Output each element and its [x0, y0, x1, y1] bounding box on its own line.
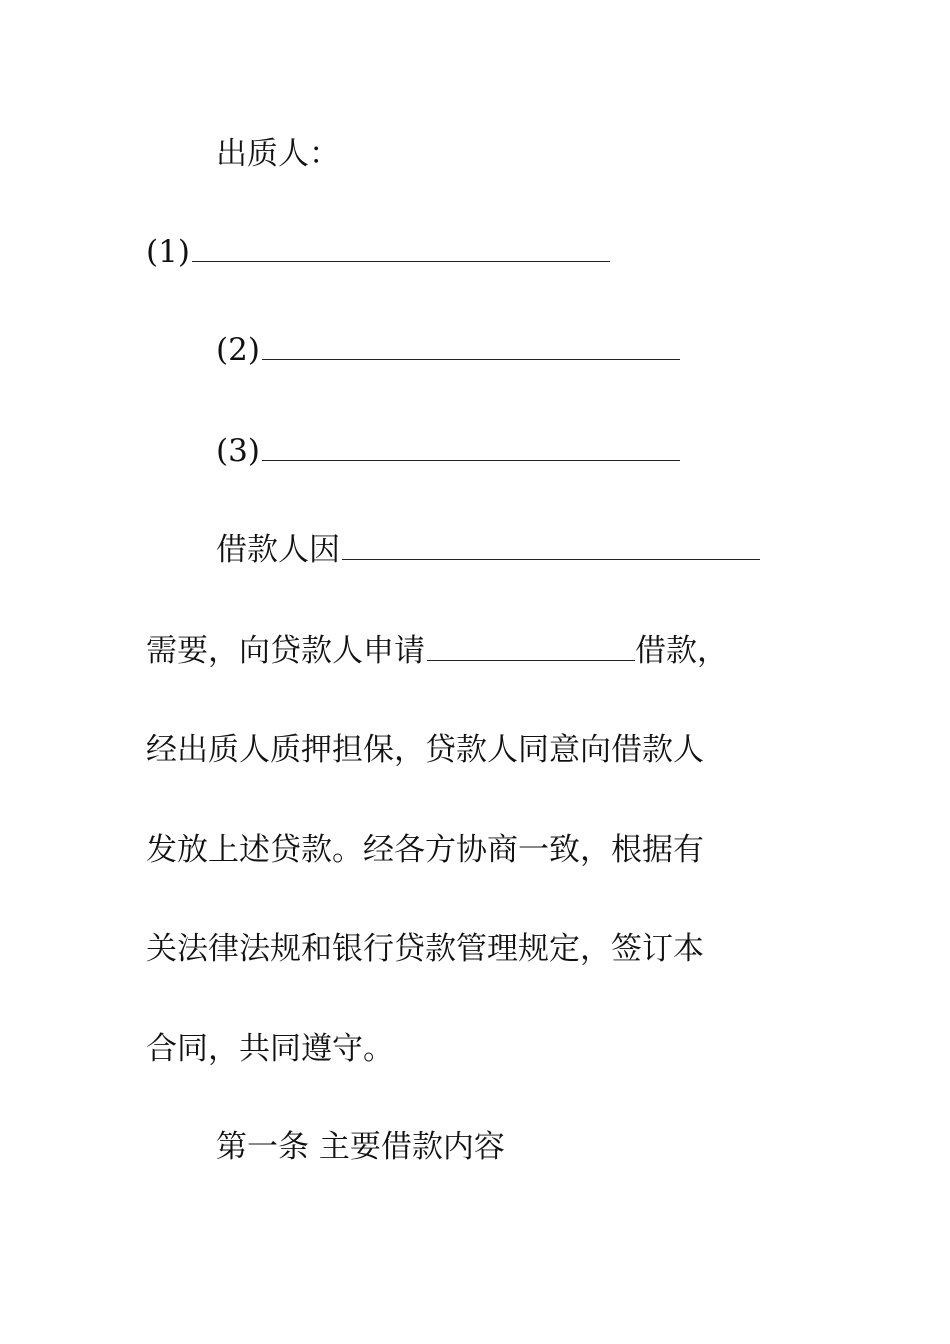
paragraph-text: 合同，共同遵守。: [146, 1031, 394, 1067]
item-number: (3): [216, 433, 260, 469]
pledgor-heading: [216, 134, 856, 174]
paragraph-text: 需要，向贷款人申请: [146, 633, 425, 669]
paragraph-text: 关法律法规和银行贷款管理规定，签订本: [146, 931, 704, 967]
paragraph-text: 借款人因: [216, 532, 340, 568]
item-number: (1): [146, 234, 190, 270]
paragraph-line-6: [146, 1029, 786, 1069]
article-title: 第一条 主要借款内容: [216, 1129, 505, 1165]
paragraph-line-1: [216, 530, 856, 570]
paragraph-text: 借款，: [635, 633, 728, 669]
fill-in-blank[interactable]: [262, 331, 680, 360]
fill-in-blank[interactable]: [192, 233, 610, 262]
pledgor-item-3: [216, 431, 856, 471]
article-heading: [216, 1127, 856, 1167]
fill-in-blank[interactable]: [342, 531, 760, 560]
fill-in-blank[interactable]: [262, 432, 680, 461]
paragraph-text: 发放上述贷款。经各方协商一致，根据有: [146, 832, 704, 868]
pledgor-item-1: [146, 232, 786, 272]
item-number: (2): [216, 332, 260, 368]
paragraph-line-4: [146, 830, 786, 870]
pledgor-label: 出质人：: [216, 136, 340, 172]
fill-in-blank[interactable]: [427, 632, 635, 661]
paragraph-line-5: [146, 929, 786, 969]
pledgor-item-2: [216, 330, 856, 370]
paragraph-line-3: [146, 730, 786, 770]
paragraph-text: 经出质人质押担保，贷款人同意向借款人: [146, 732, 704, 768]
paragraph-line-2: [146, 631, 786, 671]
